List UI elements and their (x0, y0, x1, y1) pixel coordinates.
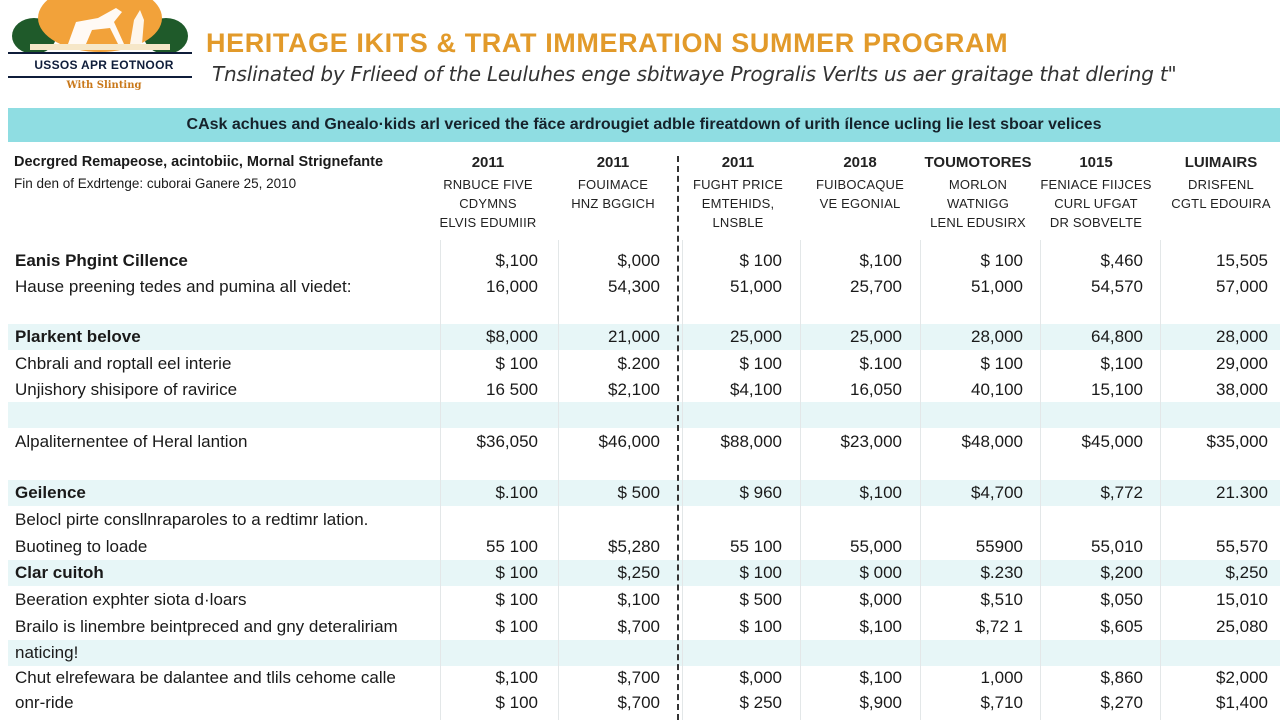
table-cell: 29,000 (1216, 354, 1268, 373)
column-header-subtitle: DRISFENL CGTL EDOUIRA (1171, 177, 1271, 211)
table-row (8, 665, 1280, 691)
table-row (8, 690, 1280, 716)
table-row (8, 507, 1280, 533)
table-row (8, 560, 1280, 586)
table-cell: 25,700 (850, 277, 902, 296)
table-cell (913, 640, 1023, 666)
table-cell: $,250 (617, 563, 660, 582)
table-cell: $45,000 (1081, 432, 1143, 451)
table-cell (1158, 640, 1268, 666)
table-cell (913, 507, 1023, 533)
column-header-subtitle: MORLON WATNIGG LENL EDUSIRX (930, 177, 1026, 230)
report-header (0, 0, 1280, 104)
column-header-year: 1015 (1079, 154, 1113, 171)
table-cell: $4,700 (971, 483, 1023, 502)
table-cell: $,250 (1225, 563, 1268, 582)
column-separator (682, 240, 683, 720)
row-label: Buotineg to loade (15, 537, 148, 556)
table-cell: $2,100 (608, 380, 660, 399)
table-cell: $,772 (1100, 483, 1143, 502)
table-cell (913, 402, 1023, 428)
table-row (8, 640, 1280, 666)
table-cell: 28,000 (1216, 327, 1268, 346)
table-cell: $,72 1 (975, 617, 1023, 636)
table-cell: $ 000 (859, 563, 902, 582)
table-cell: $,100 (859, 483, 902, 502)
table-cell: $ 500 (739, 590, 782, 609)
column-header-subtitle: FUGHT PRICE EMTEHIDS, LNSBLE (692, 177, 784, 230)
table-cell: $.100 (495, 483, 538, 502)
table-cell: $ 100 (739, 354, 782, 373)
column-separator (800, 240, 801, 720)
table-cell: 55 100 (486, 537, 538, 556)
column-separator (440, 240, 441, 720)
table-cell (1158, 402, 1268, 428)
table-row (8, 324, 1280, 350)
table-cell: 40,100 (971, 380, 1023, 399)
table-cell: $.230 (980, 563, 1023, 582)
table-cell (792, 640, 902, 666)
table-cell: $,460 (1100, 251, 1143, 270)
table-cell: $,100 (1100, 354, 1143, 373)
row-label: Belocl pirte consllnraparoles to a redtimr lation. (15, 510, 369, 529)
row-label: Brailo is linembre beintpreced and gny deteraliriam (15, 617, 398, 636)
table-cell: $ 100 (980, 354, 1023, 373)
table-cell: 15,505 (1216, 251, 1268, 270)
table-row (8, 274, 1280, 300)
table-cell: $4,100 (730, 380, 782, 399)
table-cell: 25,000 (730, 327, 782, 346)
table-cell: 54,570 (1091, 277, 1143, 296)
column-header (543, 154, 683, 236)
table-cell: $ 100 (495, 693, 538, 712)
table-cell: $,510 (980, 590, 1023, 609)
table-cell: 16 500 (486, 380, 538, 399)
row-label: Beeration exphter siota d·loars (15, 590, 247, 609)
table-cell: 15,100 (1091, 380, 1143, 399)
table-cell: $36,050 (476, 432, 538, 451)
column-header-year: 2011 (471, 154, 505, 171)
table-cell: 25,080 (1216, 617, 1268, 636)
table-cell (672, 640, 782, 666)
table-cell: $,100 (617, 590, 660, 609)
table-row (8, 587, 1280, 613)
table-row (8, 248, 1280, 274)
table-cell (428, 402, 538, 428)
column-separator (558, 240, 559, 720)
table-cell: $ 960 (739, 483, 782, 502)
info-banner: CAsk achues and Gnealo·kids arl vericed the fäce ardrougiet adble fireatdown of urith ílence ucling lie lest sboar velices (8, 108, 1280, 142)
table-cell (428, 507, 538, 533)
table-header-line-1: Decrgred Remapeose, acintobiic, Mornal Strignefante (14, 154, 384, 170)
table-cell: $ 100 (495, 354, 538, 373)
table-cell: 15,010 (1216, 590, 1268, 609)
table-cell: 55,570 (1216, 537, 1268, 556)
table-cell (792, 507, 902, 533)
column-header-subtitle: RNBUCE FIVE CDYMNS ELVIS EDUMIIR (439, 177, 537, 230)
column-header-subtitle: FENIACE FIIJCES CURL UFGAT DR SOBVELTE (1040, 177, 1152, 230)
table-cell: 16,050 (850, 380, 902, 399)
table-cell: $,700 (617, 693, 660, 712)
table-cell: $,000 (617, 251, 660, 270)
table-cell: $1,400 (1216, 693, 1268, 712)
row-label: Unjishory shisipore of ravirice (15, 380, 238, 399)
table-row (8, 534, 1280, 560)
table-cell: $.100 (859, 354, 902, 373)
table-cell (550, 507, 660, 533)
row-label: Alpaliternentee of Heral lantion (15, 432, 248, 451)
row-label: Plarkent belove (15, 327, 141, 346)
table-cell: $,860 (1100, 668, 1143, 687)
table-cell: $2,000 (1216, 668, 1268, 687)
table-row (8, 351, 1280, 377)
table-row (8, 402, 1280, 428)
table-cell: 55900 (975, 537, 1023, 556)
column-header (1151, 154, 1280, 236)
table-row (8, 377, 1280, 403)
table-cell: $35,000 (1206, 432, 1268, 451)
table-cell: $,100 (859, 617, 902, 636)
table-cell: 38,000 (1216, 380, 1268, 399)
table-cell: $ 250 (739, 693, 782, 712)
table-cell: 55,010 (1091, 537, 1143, 556)
column-separator (1160, 240, 1161, 720)
table-cell: $8,000 (486, 327, 538, 346)
table-cell: 21.300 (1216, 483, 1268, 502)
column-header (668, 154, 808, 236)
table-cell: 51,000 (730, 277, 782, 296)
table-cell: $,000 (739, 668, 782, 687)
table-cell: $,100 (859, 668, 902, 687)
column-header-subtitle: FUIBOCAQUE VE EGONIAL (816, 177, 904, 211)
table-cell: $46,000 (598, 432, 660, 451)
table-cell: $,100 (859, 251, 902, 270)
table-cell: $ 500 (617, 483, 660, 502)
table-cell: $ 100 (739, 617, 782, 636)
table-cell: $ 100 (495, 617, 538, 636)
table-cell: $5,280 (608, 537, 660, 556)
table-cell: $,050 (1100, 590, 1143, 609)
column-header-year: LUIMAIRS (1184, 154, 1258, 171)
table-header-line-2: Fin den of Exdrtenge: cuborai Ganere 25, 2010 (14, 176, 297, 191)
column-header-year: TOUMOTORES (924, 154, 1032, 171)
table-cell: $,100 (495, 668, 538, 687)
table-cell: 28,000 (971, 327, 1023, 346)
column-separator (1040, 240, 1041, 720)
table-cell: $,000 (859, 590, 902, 609)
table-cell (1033, 640, 1143, 666)
column-header-year: 2011 (596, 154, 630, 171)
row-label: Eanis Phgint Cillence (15, 251, 188, 270)
table-cell: $,200 (1100, 563, 1143, 582)
table-cell: $88,000 (720, 432, 782, 451)
column-header (418, 154, 558, 236)
table-cell: $ 100 (739, 251, 782, 270)
table-cell: $.200 (617, 354, 660, 373)
table-cell: $,710 (980, 693, 1023, 712)
table-cell (1033, 507, 1143, 533)
table-cell: 55 100 (730, 537, 782, 556)
column-header-year: 2011 (721, 154, 755, 171)
table-cell: $48,000 (961, 432, 1023, 451)
row-label: Chut elrefewara be dalantee and tlils cehome calle (15, 668, 396, 687)
table-cell: $,900 (859, 693, 902, 712)
row-label: onr-ride (15, 693, 74, 712)
table-cell (672, 402, 782, 428)
page-subtitle: Tnslinated by Frlieed of the Leuluhes enge sbitwaye Progralis Verlts us aer graitage that dlering t" (212, 62, 1177, 86)
table-cell: $ 100 (495, 563, 538, 582)
table-cell: $,100 (495, 251, 538, 270)
table-cell: $,270 (1100, 693, 1143, 712)
row-label: Hause preening tedes and pumina all viedet: (15, 277, 352, 296)
table-cell (550, 640, 660, 666)
row-label: Geilence (15, 483, 86, 502)
table-cell: $,700 (617, 668, 660, 687)
column-header (1026, 154, 1166, 236)
table-cell (428, 640, 538, 666)
table-cell: 1,000 (980, 668, 1023, 687)
row-label: Chbrali and roptall eel interie (15, 354, 232, 373)
program-logo (6, 0, 194, 100)
logo-wordmark: USSOS APR EOTNOOR (34, 58, 174, 72)
table-cell: $23,000 (840, 432, 902, 451)
table-cell (1033, 402, 1143, 428)
table-cell (1158, 507, 1268, 533)
table-cell: 57,000 (1216, 277, 1268, 296)
table-cell (672, 507, 782, 533)
table-row (8, 428, 1280, 456)
row-label: naticing! (15, 643, 79, 662)
table-cell: 16,000 (486, 277, 538, 296)
table-cell: $ 100 (980, 251, 1023, 270)
table-cell: 25,000 (850, 327, 902, 346)
table-cell: 51,000 (971, 277, 1023, 296)
table-cell: 55,000 (850, 537, 902, 556)
table-cell: $,605 (1100, 617, 1143, 636)
column-divider (677, 156, 679, 720)
table-cell: 54,300 (608, 277, 660, 296)
row-label: Clar cuitoh (15, 563, 104, 582)
column-header-year: 2018 (843, 154, 877, 171)
table-cell: $ 100 (739, 563, 782, 582)
table-row (8, 480, 1280, 506)
table-cell: $ 100 (495, 590, 538, 609)
table-header-description (14, 154, 434, 191)
page-title: HERITAGE IKITS & TRAT IMMERATION SUMMER PROGRAM (206, 28, 1009, 58)
logo-tagline: With Slinting (66, 80, 142, 91)
table-cell (792, 402, 902, 428)
table-cell: 21,000 (608, 327, 660, 346)
column-separator (920, 240, 921, 720)
table-cell (550, 402, 660, 428)
table-row (8, 614, 1280, 640)
table-cell: $,700 (617, 617, 660, 636)
table-cell: 64,800 (1091, 327, 1143, 346)
column-header-subtitle: FOUIMACE HNZ BGGICH (571, 177, 655, 211)
